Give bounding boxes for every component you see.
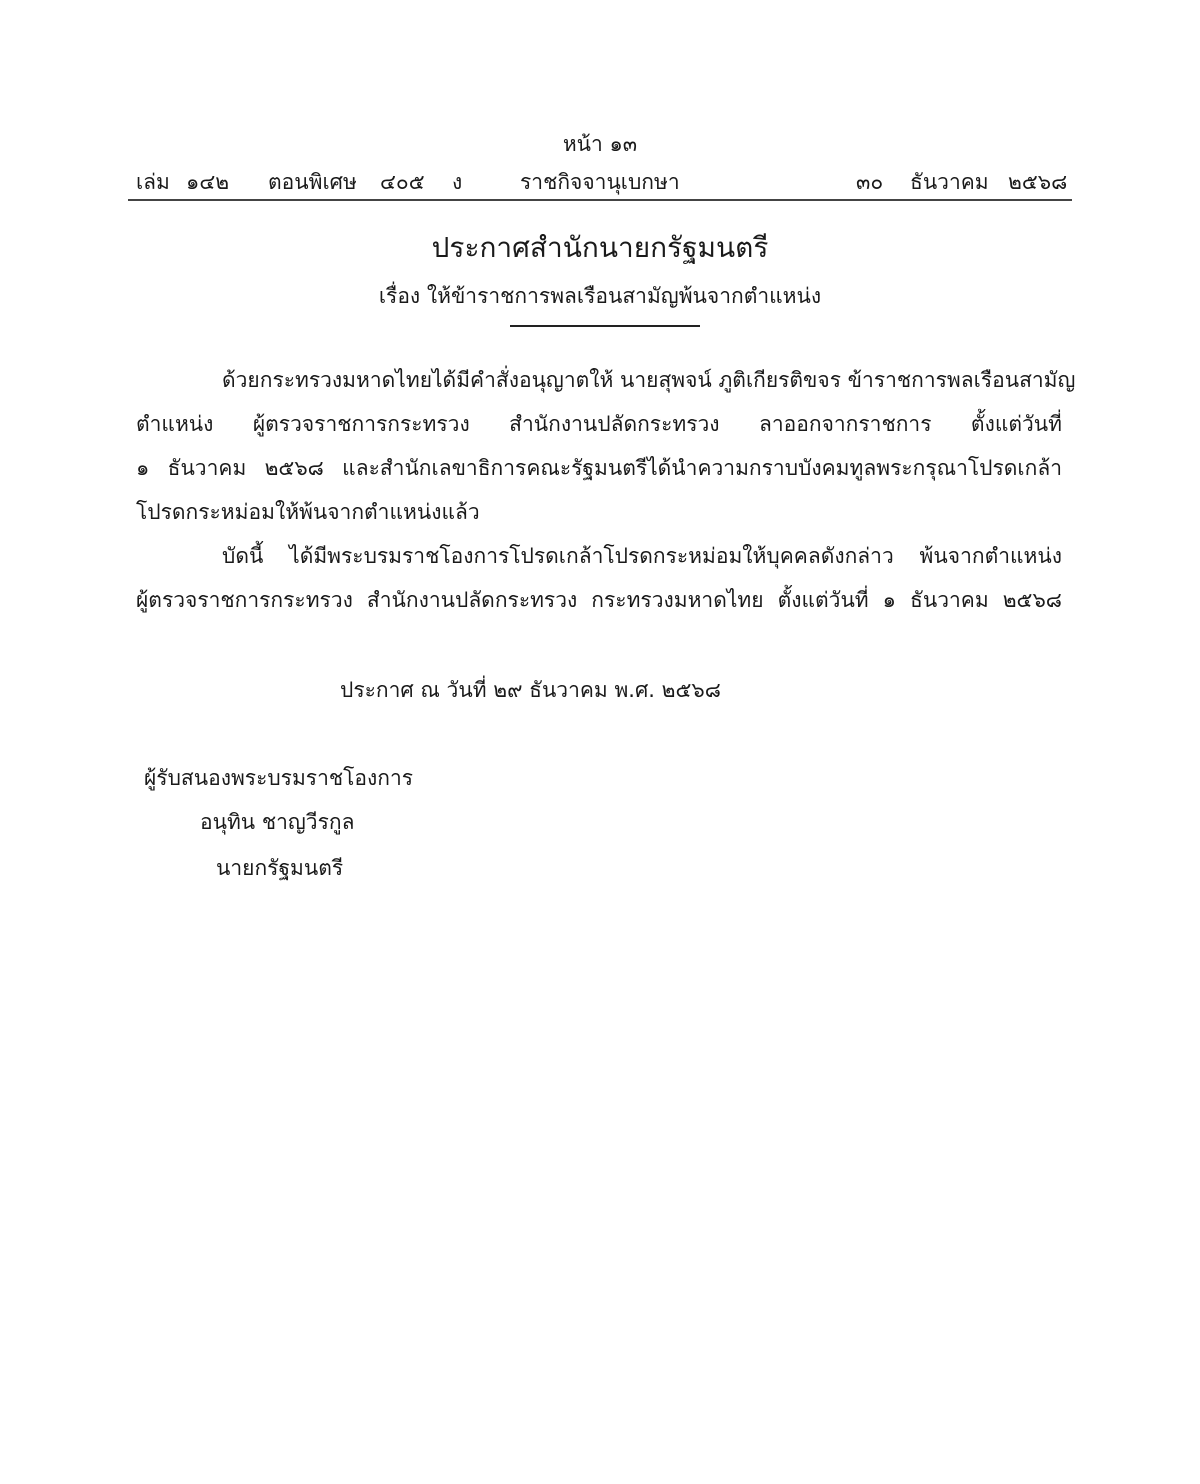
section-label: ตอนพิเศษ — [268, 170, 357, 194]
announcement-date: ประกาศ ณ วันที่ ๒๙ ธันวาคม พ.ศ. ๒๕๖๘ — [340, 678, 721, 702]
volume-number: ๑๔๒ — [186, 170, 230, 194]
paragraph-2-line-2: ผู้ตรวจราชการกระทรวง สำนักงานปลัดกระทรวง กระทรวงมหาดไทย ตั้งแต่วันที่ ๑ ธันวาคม ๒๕๖๘ — [136, 588, 1062, 612]
paragraph-1-line-1: ด้วยกระทรวงมหาดไทยได้มีคำสั่งอนุญาตให้ นายสุพจน์ ภูติเกียรติขจร ข้าราชการพลเรือนสามัญ — [222, 368, 1076, 392]
issue-day: ๓๐ — [856, 170, 884, 194]
issue-year: ๒๕๖๘ — [1008, 170, 1068, 194]
issue-month: ธันวาคม — [910, 170, 989, 194]
gazette-name: ราชกิจจานุเบกษา — [520, 170, 680, 194]
section-number: ๔๐๕ — [380, 170, 425, 194]
document-subject: เรื่อง ให้ข้าราชการพลเรือนสามัญพ้นจากตำแหน่ง — [378, 284, 822, 308]
signatory-name: อนุทิน ชาญวีรกูล — [200, 810, 355, 834]
paragraph-1-line-3: ๑ ธันวาคม ๒๕๖๘ และสำนักเลขาธิการคณะรัฐมนตรีได้นำความกราบบังคมทูลพระกรุณาโปรดเกล้า — [136, 456, 1062, 480]
title-divider — [510, 325, 700, 327]
countersign-label: ผู้รับสนองพระบรมราชโองการ — [144, 766, 414, 790]
header-rule — [128, 199, 1072, 201]
paragraph-1-line-4: โปรดกระหม่อมให้พ้นจากตำแหน่งแล้ว — [136, 500, 480, 524]
volume-label: เล่ม — [136, 170, 170, 194]
document-title: ประกาศสำนักนายกรัฐมนตรี — [431, 231, 769, 264]
page-number: หน้า ๑๓ — [562, 132, 638, 156]
section-letter: ง — [452, 170, 463, 194]
paragraph-1-line-2: ตำแหน่ง ผู้ตรวจราชการกระทรวง สำนักงานปลัดกระทรวง ลาออกจากราชการ ตั้งแต่วันที่ — [136, 412, 1062, 436]
signatory-position: นายกรัฐมนตรี — [216, 856, 344, 880]
paragraph-2-line-1: บัดนี้ ได้มีพระบรมราชโองการโปรดเกล้าโปรดกระหม่อมให้บุคคลดังกล่าว พ้นจากตำแหน่ง — [222, 544, 1062, 568]
